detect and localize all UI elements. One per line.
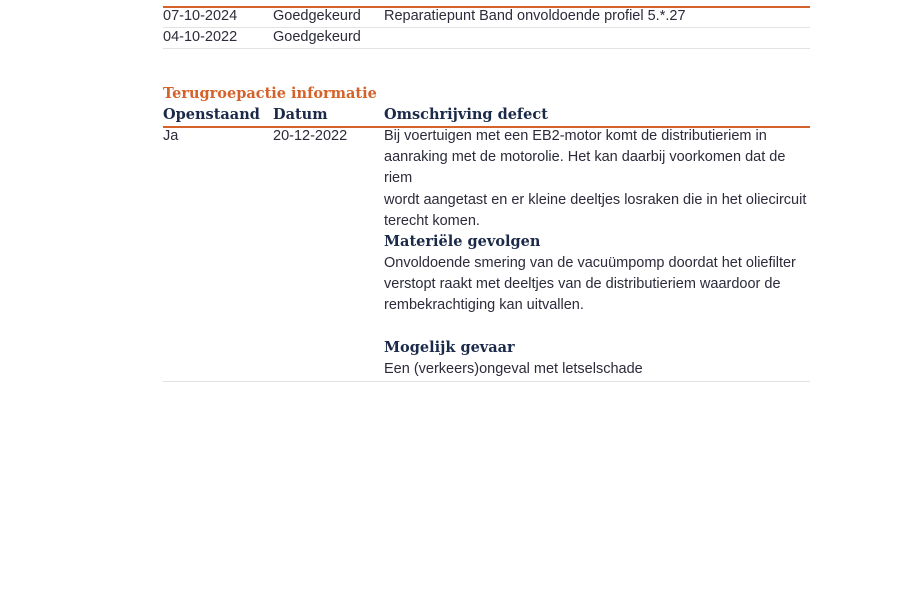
header-datum: Datum [273, 106, 328, 123]
row-divider [163, 48, 810, 49]
description-line: terecht komen. [384, 212, 480, 229]
mogelijk-gevaar-title: Mogelijk gevaar [384, 339, 515, 356]
header-openstaand: Openstaand [163, 106, 260, 123]
recall-datum: 20-12-2022 [273, 128, 348, 144]
description-line: Bij voertuigen met een EB2-motor komt de distributieriem in [384, 128, 767, 144]
description-line: aanraking met de motorolie. Het kan daarbij voorkomen dat de riem [384, 149, 786, 187]
keuring-status: Goedgekeurd [273, 29, 361, 45]
row-divider [163, 381, 810, 382]
row-divider [163, 27, 810, 28]
table-row [0, 29, 900, 49]
keuring-datum: 07-10-2024 [163, 8, 238, 24]
mogelijk-gevaar-text: Een (verkeers)ongeval met letselschade [384, 361, 643, 377]
keuring-status: Goedgekeurd [273, 8, 361, 24]
header-omschrijving: Omschrijving defect [384, 106, 548, 123]
materiele-gevolgen-text [384, 253, 809, 317]
materiele-gevolgen-title: Materiële gevolgen [384, 233, 541, 250]
recall-description [384, 126, 809, 232]
materiele-line: Onvoldoende smering van de vacuümpomp doordat het oliefilter [384, 255, 796, 271]
description-line: wordt aangetast en er kleine deeltjes losraken die in het oliecircuit [384, 191, 807, 208]
keuring-opmerking: Reparatiepunt Band onvoldoende profiel 5.*.27 [384, 8, 686, 24]
materiele-line: rembekrachtiging kan uitvallen. [384, 297, 584, 314]
section-title: Terugroepactie informatie [163, 85, 377, 102]
table-row [0, 8, 900, 28]
recall-openstaand: Ja [163, 128, 179, 144]
keuring-datum: 04-10-2022 [163, 29, 238, 45]
materiele-line: verstopt raakt met deeltjes van de distributieriem waardoor de [384, 276, 781, 293]
